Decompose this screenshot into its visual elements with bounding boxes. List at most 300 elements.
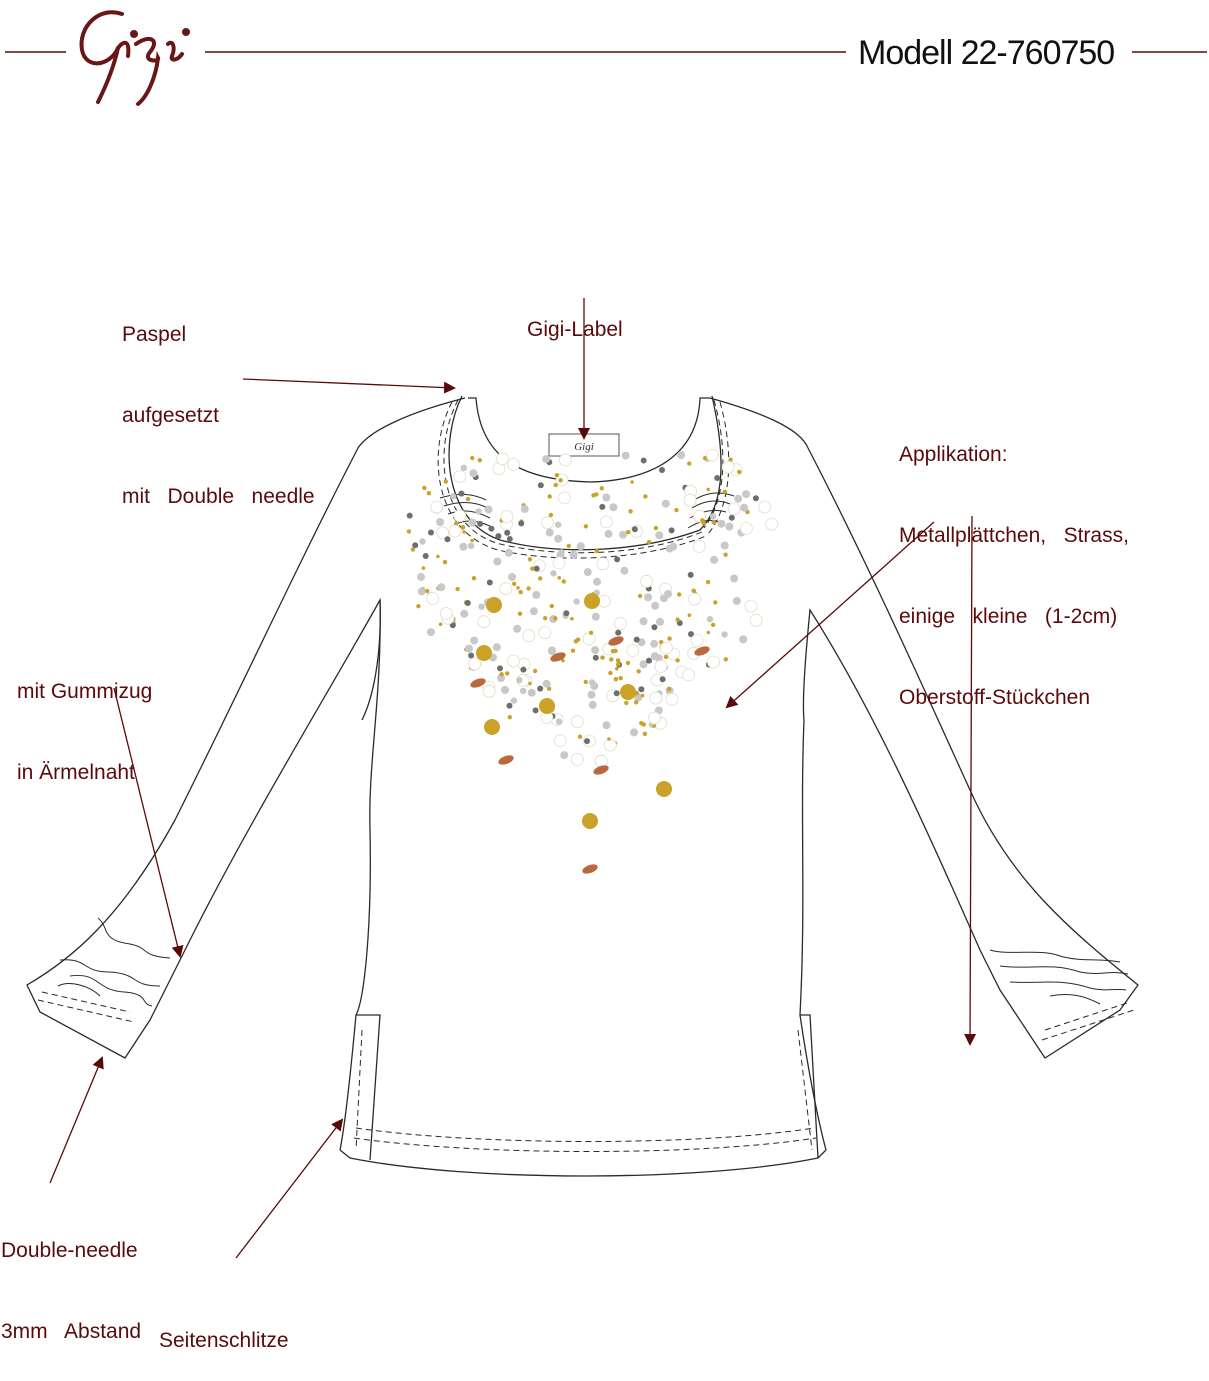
applique-dot <box>495 533 501 539</box>
gold-sequin <box>539 698 555 714</box>
applique-dot <box>550 604 554 608</box>
applique-dot <box>729 515 735 521</box>
arrow-seitenschlitze <box>236 1120 342 1258</box>
applique-dot <box>664 590 672 598</box>
applique-dot <box>649 712 661 724</box>
applique-dot <box>600 655 604 659</box>
applique-dot <box>501 511 513 523</box>
applique-dot <box>465 600 471 606</box>
applique-dot <box>563 610 569 616</box>
applique-dot <box>493 558 501 566</box>
applique-dot <box>615 618 627 630</box>
applique-dot <box>750 614 762 626</box>
applique-dot <box>518 520 524 526</box>
applique-dot <box>530 567 534 571</box>
applique-dot <box>427 593 439 605</box>
applique-dot <box>634 700 638 704</box>
applique-dot <box>499 672 503 676</box>
applique-dot <box>465 645 473 653</box>
applique-dot <box>460 610 468 618</box>
applique-dot <box>734 495 742 503</box>
applique-dot <box>483 685 495 697</box>
applique-dot <box>655 660 667 672</box>
applique-dot <box>542 455 550 463</box>
applique-dot <box>554 483 558 487</box>
applique-dot <box>643 494 647 498</box>
applique-dot <box>634 637 640 643</box>
applique-dot <box>425 589 429 593</box>
fabric-piece <box>581 863 599 876</box>
applique-dot <box>710 513 716 519</box>
applique-dot <box>646 658 652 664</box>
applique-dot <box>600 486 604 490</box>
applique-dot <box>505 549 513 557</box>
applique-dot <box>641 575 653 587</box>
annotation-line: Oberstoff-Stückchen <box>899 686 1091 709</box>
applique-dot <box>595 549 599 553</box>
applique-dot <box>619 676 623 680</box>
applique-dot <box>655 531 663 539</box>
applique-dot <box>643 732 647 736</box>
applique-dot <box>554 535 562 543</box>
applique-dot <box>422 486 426 490</box>
applique-dot <box>667 687 671 691</box>
applique-dot <box>466 497 470 501</box>
applique-heart <box>407 449 778 875</box>
right-body-side <box>800 720 826 1150</box>
applique-dot <box>578 735 582 739</box>
gold-sequin <box>656 781 672 797</box>
applique-dot <box>532 591 540 599</box>
applique-dot <box>608 671 612 675</box>
applique-dot <box>574 639 578 643</box>
applique-dot <box>584 524 588 528</box>
applique-dot <box>711 623 715 627</box>
applique-dot <box>641 694 645 698</box>
applique-dot <box>614 556 620 562</box>
applique-dot <box>589 701 597 709</box>
applique-dot <box>706 488 710 492</box>
applique-dot <box>669 543 677 551</box>
neck-label-text: Gigi <box>574 441 594 453</box>
applique-dot <box>659 467 665 473</box>
applique-dot <box>721 631 727 637</box>
applique-dot <box>488 526 494 532</box>
applique-dot <box>614 690 620 696</box>
applique-dot <box>444 479 448 483</box>
applique-dot <box>528 689 536 697</box>
applique-dot <box>613 649 617 653</box>
applique-dot <box>591 646 599 654</box>
applique-dot <box>437 583 445 591</box>
applique-dot <box>609 503 617 511</box>
applique-dot <box>609 657 613 661</box>
applique-dot <box>487 580 493 586</box>
applique-dot <box>570 617 574 621</box>
applique-dot <box>602 494 610 502</box>
applique-dot <box>583 633 595 645</box>
applique-dot <box>507 536 513 542</box>
applique-dot <box>518 612 522 616</box>
applique-dot <box>562 579 566 583</box>
applique-dot <box>594 492 598 496</box>
annotation-line: aufgesetzt <box>122 404 219 427</box>
applique-dot <box>710 556 718 564</box>
applique-dot <box>650 640 658 648</box>
applique-dot <box>450 493 456 499</box>
applique-dot <box>603 721 611 729</box>
applique-dot <box>416 604 420 608</box>
applique-dot <box>745 600 757 612</box>
applique-dot <box>624 701 628 705</box>
applique-dot <box>513 625 521 633</box>
annotation-line: Metallplättchen, Strass, <box>899 524 1129 547</box>
annotation-line: Paspel <box>122 323 187 346</box>
applique-dot <box>616 662 620 666</box>
applique-dot <box>555 522 561 528</box>
applique-dot <box>688 613 692 617</box>
applique-dot <box>584 680 588 684</box>
applique-dot <box>560 751 568 759</box>
applique-dot <box>407 513 413 519</box>
left-slit <box>356 1015 380 1160</box>
applique-dot <box>753 495 759 501</box>
applique-dot <box>700 518 704 522</box>
applique-dot <box>656 618 664 626</box>
applique-dot <box>693 540 705 552</box>
applique-dot <box>470 637 478 645</box>
applique-dot <box>630 480 634 484</box>
gold-sequin <box>582 813 598 829</box>
applique-dot <box>683 669 695 681</box>
applique-dot <box>687 461 691 465</box>
annotation-seitenschlitze <box>159 1273 289 1381</box>
gigi-logo <box>82 12 188 104</box>
applique-dot <box>459 543 467 551</box>
applique-dot <box>445 536 451 542</box>
applique-dot <box>504 530 510 536</box>
applique-dot <box>722 461 734 473</box>
applique-dot <box>553 616 557 620</box>
applique-dot <box>440 608 452 620</box>
applique-dot <box>660 642 672 654</box>
annotation-line: Applikation: <box>899 443 1008 466</box>
applique-dot <box>654 526 658 530</box>
applique-dot <box>469 469 477 477</box>
applique-dot <box>570 551 578 559</box>
annotation-gummizug <box>17 624 152 813</box>
applique-dot <box>651 624 657 630</box>
applique-dot <box>543 616 547 620</box>
applique-dot <box>707 449 719 461</box>
gold-sequin <box>484 719 500 735</box>
applique-dot <box>497 665 503 671</box>
applique-dot <box>725 523 733 531</box>
applique-dot <box>605 530 613 538</box>
applique-dot <box>717 520 725 528</box>
applique-dot <box>651 602 659 610</box>
applique-dot <box>538 576 542 580</box>
applique-dot <box>730 575 738 583</box>
applique-dot <box>455 587 459 591</box>
applique-dot <box>688 572 694 578</box>
applique-dot <box>462 530 466 534</box>
applique-dot <box>675 618 679 622</box>
applique-dot <box>571 716 583 728</box>
applique-dot <box>708 656 720 668</box>
applique-dot <box>647 540 651 544</box>
applique-dot <box>475 508 481 514</box>
applique-dot <box>549 513 553 517</box>
applique-dot <box>553 557 565 569</box>
applique-dot <box>641 458 647 464</box>
applique-dot <box>469 658 481 670</box>
applique-dot <box>675 658 679 662</box>
applique-dot <box>595 755 607 767</box>
applique-dot <box>721 542 729 550</box>
applique-dot <box>626 661 630 665</box>
applique-dot <box>519 590 523 594</box>
applique-dot <box>507 703 513 709</box>
applique-dot <box>571 753 583 765</box>
applique-dot <box>554 735 566 747</box>
applique-dot <box>571 649 575 653</box>
applique-dot <box>740 504 748 512</box>
applique-dot <box>439 623 443 627</box>
applique-dot <box>493 643 501 651</box>
applique-dot <box>739 635 747 643</box>
applique-dot <box>653 724 657 728</box>
applique-dot <box>650 692 662 704</box>
applique-dot <box>411 547 415 551</box>
applique-dot <box>542 517 554 529</box>
applique-dot <box>468 543 474 549</box>
applique-dot <box>516 677 522 683</box>
applique-dot <box>639 721 643 725</box>
applique-dot <box>500 583 512 595</box>
applique-dot <box>666 693 678 705</box>
applique-dot <box>615 630 621 636</box>
applique-dot <box>601 516 613 528</box>
applique-dot <box>632 526 638 532</box>
annotation-line: Seitenschlitze <box>159 1329 289 1352</box>
applique-dot <box>470 539 474 543</box>
applique-dot <box>512 582 516 586</box>
applique-dot <box>674 508 678 512</box>
applique-dot <box>627 645 639 657</box>
applique-dot <box>407 529 411 533</box>
applique-dot <box>548 494 552 498</box>
applique-dot <box>443 560 447 564</box>
applique-dot <box>468 653 474 659</box>
applique-dot <box>505 671 509 675</box>
hem <box>340 1150 826 1176</box>
applique-dot <box>644 593 652 601</box>
applique-dot <box>628 509 632 513</box>
applique-dot <box>454 510 466 522</box>
applique-dot <box>677 451 685 459</box>
applique-dot <box>520 667 526 673</box>
applique-dot <box>637 669 641 673</box>
applique-dot <box>528 557 532 561</box>
applique-dot <box>742 490 750 498</box>
gold-sequin <box>476 645 492 661</box>
applique-dot <box>590 682 598 690</box>
applique-dot <box>478 604 484 610</box>
annotation-line: mit Gummizug <box>17 680 153 703</box>
applique-dot <box>592 613 600 621</box>
applique-dot <box>677 592 681 596</box>
applique-dot <box>520 688 526 694</box>
applique-dot <box>728 503 740 515</box>
applique-dot <box>419 538 425 544</box>
applique-dot <box>472 576 476 580</box>
applique-dot <box>640 617 648 625</box>
annotation-gigi-label <box>527 262 623 370</box>
gold-sequin <box>584 593 600 609</box>
applique-dot <box>588 691 596 699</box>
annotation-double-needle <box>1 1183 141 1372</box>
applique-dot <box>712 520 716 524</box>
applique-dot <box>422 566 426 570</box>
applique-dot <box>664 655 668 659</box>
applique-dot <box>546 529 554 537</box>
applique-dot <box>660 676 666 682</box>
applique-dot <box>604 739 616 751</box>
applique-dot <box>593 655 599 661</box>
applique-dot <box>707 631 711 635</box>
applique-dot <box>539 627 551 639</box>
applique-dot <box>766 518 778 530</box>
applique-dot <box>428 530 434 536</box>
applique-dot <box>478 458 482 462</box>
applique-dot <box>557 576 561 580</box>
applique-dot <box>599 504 605 510</box>
applique-dot <box>507 458 519 470</box>
applique-dot <box>534 566 540 572</box>
applique-dot <box>555 473 559 477</box>
applique-dot <box>573 598 579 604</box>
applique-dot <box>669 527 675 533</box>
applique-dot <box>584 568 592 576</box>
arrow-double-needle <box>50 1058 102 1183</box>
applique-dot <box>667 636 671 640</box>
applique-dot <box>622 452 630 460</box>
applique-dot <box>713 600 717 604</box>
applique-dot <box>485 506 493 514</box>
applique-dot <box>691 635 703 647</box>
applique-dot <box>626 530 630 534</box>
applique-dot <box>589 631 593 635</box>
applique-dot <box>521 505 529 513</box>
applique-dot <box>511 697 517 703</box>
applique-dot <box>724 657 728 661</box>
applique-dot <box>533 707 539 713</box>
applique-dot <box>477 521 483 527</box>
applique-dot <box>436 518 444 526</box>
applique-dot <box>469 519 477 527</box>
applique-dot <box>538 482 544 488</box>
model-number: Modell 22-760750 <box>858 34 1115 72</box>
applique-dot <box>436 555 440 559</box>
applique-dot <box>714 475 720 481</box>
applique-dot <box>651 652 659 660</box>
applique-dot <box>638 686 644 692</box>
applique-dot <box>548 647 556 655</box>
applique-dot <box>533 669 537 673</box>
applique-dot <box>597 558 609 570</box>
applique-dot <box>454 471 466 483</box>
applique-dot <box>615 667 619 671</box>
applique-dot <box>470 456 474 460</box>
applique-dot <box>607 737 611 741</box>
applique-dot <box>598 595 610 607</box>
applique-dot <box>614 677 618 681</box>
applique-dot <box>740 523 752 535</box>
applique-dot <box>620 567 628 575</box>
applique-dot <box>461 525 465 529</box>
applique-dot <box>684 494 696 506</box>
applique-dot <box>737 470 741 474</box>
annotation-line: 3mm Abstand <box>1 1320 142 1343</box>
applique-dot <box>461 465 467 471</box>
applique-dot <box>427 628 435 636</box>
applique-dot <box>550 570 556 576</box>
gold-sequin <box>486 597 502 613</box>
applique-dot <box>759 501 771 513</box>
applique-dot <box>556 719 562 725</box>
applique-dot <box>616 658 620 662</box>
applique-dot <box>638 594 642 598</box>
applique-dot <box>497 453 509 465</box>
applique-dot <box>577 542 585 550</box>
gold-sequin <box>620 684 636 700</box>
applique-dot <box>431 501 443 513</box>
applique-dot <box>508 573 516 581</box>
annotation-line: Gigi-Label <box>527 318 623 341</box>
applique-dot <box>449 525 461 537</box>
applique-dot <box>478 616 490 628</box>
applique-dot <box>418 587 426 595</box>
applique-dot <box>501 686 509 694</box>
applique-dot <box>559 454 571 466</box>
applique-dot <box>630 728 638 736</box>
applique-dot <box>516 586 520 590</box>
applique-dot <box>689 593 701 605</box>
annotation-line: einige kleine (1-2cm) <box>899 605 1118 628</box>
annotation-line: in Ärmelnaht <box>17 761 135 784</box>
applique-dot <box>692 589 696 593</box>
applique-dot <box>723 553 727 557</box>
annotation-paspel <box>122 267 315 537</box>
applique-dot <box>593 578 601 586</box>
applique-dot <box>530 607 538 615</box>
applique-dot <box>584 738 590 744</box>
applique-dot <box>707 616 713 622</box>
applique-dot <box>567 544 571 548</box>
applique-dot <box>662 500 670 508</box>
applique-dot <box>537 686 543 692</box>
applique-dot <box>706 580 710 584</box>
applique-dot <box>619 531 627 539</box>
applique-dot <box>526 586 530 590</box>
applique-dot <box>733 597 741 605</box>
applique-dot <box>427 491 431 495</box>
annotation-line: Double-needle <box>1 1239 138 1262</box>
applique-dot <box>558 478 562 482</box>
applique-dot <box>559 492 571 504</box>
applique-dot <box>528 682 532 686</box>
